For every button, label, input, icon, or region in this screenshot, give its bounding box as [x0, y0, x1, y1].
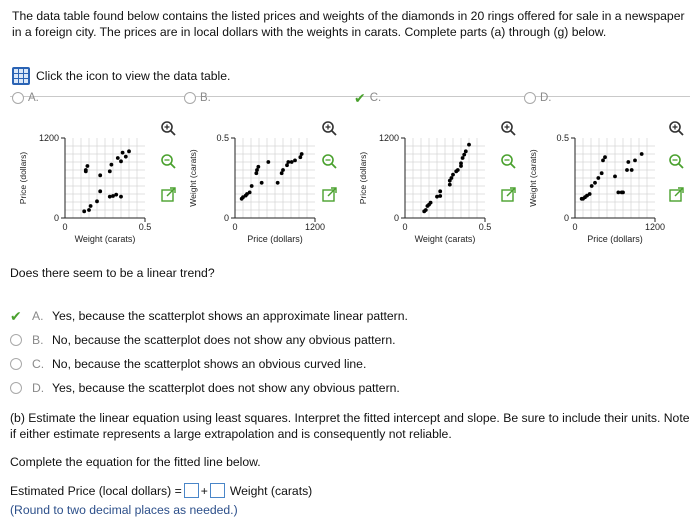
scatterplot-c: [350, 120, 520, 250]
choice-d[interactable]: [10, 376, 408, 400]
option-a[interactable]: [12, 92, 39, 104]
option-c[interactable]: [354, 92, 381, 104]
data-point: [266, 160, 270, 164]
y-tick-label: 0.5: [216, 133, 229, 143]
x-tick-label: 0: [572, 222, 578, 232]
data-point: [451, 173, 455, 177]
data-point: [108, 169, 112, 173]
data-point: [98, 189, 102, 193]
y-tick-label: 0: [53, 213, 59, 223]
choice-d-text: Yes, because the scatterplot does not show any obvious pattern.: [52, 381, 400, 395]
choice-c-radio[interactable]: [10, 358, 22, 370]
equation-plus: +: [200, 483, 208, 498]
scatterplot-b-svg: [180, 120, 350, 250]
divider: [10, 96, 690, 97]
data-point: [110, 163, 114, 167]
choice-a[interactable]: [10, 304, 408, 328]
option-b-label: B.: [200, 92, 211, 104]
data-point: [438, 189, 442, 193]
data-point: [461, 156, 465, 160]
x-tick-label: 0.5: [138, 222, 152, 232]
data-point: [464, 149, 468, 153]
y-tick-label: 0: [393, 213, 399, 223]
data-point: [450, 176, 454, 180]
equation-left: Estimated Price (local dollars) =: [10, 483, 182, 498]
zoom-out-icon[interactable]: [668, 153, 685, 170]
option-d-label: D.: [540, 92, 552, 104]
data-point: [462, 153, 466, 157]
data-point: [114, 193, 118, 197]
data-point: [601, 159, 605, 163]
y-axis-label: Price (dollars): [18, 151, 28, 205]
data-point: [456, 168, 460, 172]
slope-input[interactable]: [210, 483, 225, 498]
data-point: [84, 168, 88, 172]
data-point: [121, 151, 125, 155]
zoom-out-icon[interactable]: [321, 153, 338, 170]
round-note: (Round to two decimal places as needed.): [10, 503, 238, 517]
choice-c-letter: C.: [32, 357, 45, 371]
data-point: [254, 171, 258, 175]
choice-c-text: No, because the scatterplot shows an obvious curved line.: [52, 357, 367, 371]
data-point: [633, 159, 637, 163]
scatterplot-b: [180, 120, 350, 250]
data-point: [640, 152, 644, 156]
scatterplot-a-svg: [10, 120, 180, 250]
data-point: [256, 165, 260, 169]
data-point: [596, 176, 600, 180]
option-d-radio[interactable]: [524, 92, 536, 104]
scatterplot-a: [10, 120, 180, 250]
zoom-in-icon[interactable]: [321, 120, 338, 137]
zoom-out-icon[interactable]: [160, 153, 177, 170]
data-point: [429, 201, 433, 205]
data-point: [467, 143, 471, 147]
data-point: [459, 161, 463, 165]
data-point: [286, 160, 290, 164]
popout-icon[interactable]: [500, 186, 517, 203]
data-point: [613, 175, 617, 179]
choice-a-check-icon: ✔: [10, 308, 22, 324]
data-point: [600, 171, 604, 175]
data-point: [89, 204, 93, 208]
data-point: [276, 181, 280, 185]
data-point: [260, 181, 264, 185]
complete-instruction: Complete the equation for the fitted line below.: [10, 455, 261, 469]
data-point: [435, 195, 439, 199]
intro-text: The data table found below contains the listed prices and weights of the diamonds in 20 rings offered for sale in a newspaper in a foreign city. The prices are in local dollars with the weights in carats. Complete parts (a) through (g) below.: [12, 9, 685, 39]
x-axis-label: Price (dollars): [247, 234, 303, 244]
data-point: [119, 159, 123, 163]
y-tick-label: 1200: [38, 133, 59, 143]
data-point: [603, 155, 607, 159]
choice-d-letter: D.: [32, 381, 45, 395]
scatterplot-d: [520, 120, 690, 250]
popout-icon[interactable]: [668, 186, 685, 203]
data-point: [95, 199, 99, 203]
data-point: [626, 160, 630, 164]
data-point: [630, 168, 634, 172]
data-point: [82, 209, 86, 213]
data-point: [87, 208, 91, 212]
data-point: [424, 208, 428, 212]
option-d[interactable]: [524, 92, 552, 104]
data-point: [621, 191, 625, 195]
x-axis-label: Price (dollars): [587, 234, 643, 244]
data-point: [98, 173, 102, 177]
data-table-link[interactable]: [12, 67, 230, 85]
data-point: [438, 194, 442, 198]
part-b-text: (b) Estimate the linear equation using least squares. Interpret the fitted intercept and slope. Be sure to include their units. Note if either estimate represents a large extrapolation and is consequently not reliable.: [10, 411, 690, 441]
option-a-radio[interactable]: [12, 92, 24, 104]
x-axis-label: Weight (carats): [74, 234, 136, 244]
data-table-link-label: Click the icon to view the data table.: [36, 69, 231, 83]
data-point: [248, 191, 252, 195]
y-axis-label: Weight (carats): [528, 149, 538, 207]
data-point: [300, 152, 304, 156]
intercept-input[interactable]: [184, 483, 199, 498]
data-point: [593, 181, 597, 185]
data-point: [86, 164, 90, 168]
choice-b-radio[interactable]: [10, 334, 22, 346]
data-point: [625, 168, 629, 172]
y-axis-label: Price (dollars): [358, 151, 368, 205]
choice-a-letter: A.: [32, 309, 44, 323]
equation-right: Weight (carats): [229, 483, 313, 498]
data-point: [250, 184, 254, 188]
option-b[interactable]: [184, 92, 211, 104]
y-axis-label: Weight (carats): [188, 149, 198, 207]
data-point: [293, 159, 297, 163]
zoom-in-icon[interactable]: [160, 120, 177, 137]
x-tick-label: 0: [62, 222, 68, 232]
data-point: [616, 191, 620, 195]
choice-b-text: No, because the scatterplot does not show any obvious pattern.: [52, 333, 396, 347]
choice-c[interactable]: [10, 352, 408, 376]
x-tick-label: 1200: [304, 222, 326, 232]
data-point: [590, 184, 594, 188]
equation-line: [10, 483, 312, 498]
x-tick-label: 1200: [644, 222, 666, 232]
choice-b[interactable]: [10, 328, 408, 352]
y-tick-label: 0: [563, 213, 569, 223]
data-point: [116, 156, 120, 160]
y-tick-label: 1200: [378, 133, 399, 143]
data-point: [108, 195, 112, 199]
data-point: [588, 192, 592, 196]
option-c-check-icon: ✔: [354, 90, 366, 106]
x-axis-label: Weight (carats): [414, 234, 476, 244]
question-text: Does there seem to be a linear trend?: [10, 266, 215, 280]
popout-icon[interactable]: [160, 186, 177, 203]
x-tick-label: 0: [232, 222, 238, 232]
choice-d-radio[interactable]: [10, 382, 22, 394]
data-point: [290, 160, 294, 164]
data-point: [127, 149, 131, 153]
scatterplot-c-svg: [350, 120, 520, 250]
choice-b-letter: B.: [32, 333, 44, 347]
x-tick-label: 0.5: [478, 222, 492, 232]
zoom-in-icon[interactable]: [668, 120, 685, 137]
data-point: [124, 155, 128, 159]
zoom-out-icon[interactable]: [500, 153, 517, 170]
data-point: [281, 168, 285, 172]
data-point: [448, 183, 452, 187]
option-b-radio[interactable]: [184, 92, 196, 104]
answer-choices: [10, 304, 408, 400]
y-tick-label: 0.5: [556, 133, 569, 143]
option-c-label: C.: [369, 92, 382, 104]
choice-a-text: Yes, because the scatterplot shows an approximate linear pattern.: [52, 309, 408, 323]
x-tick-label: 0: [402, 222, 408, 232]
data-point: [119, 195, 123, 199]
y-tick-label: 0: [223, 213, 229, 223]
data-table-icon[interactable]: [12, 67, 30, 85]
scatterplot-d-svg: [520, 120, 690, 250]
zoom-in-icon[interactable]: [500, 120, 517, 137]
option-a-label: A.: [28, 92, 39, 104]
popout-icon[interactable]: [321, 186, 338, 203]
